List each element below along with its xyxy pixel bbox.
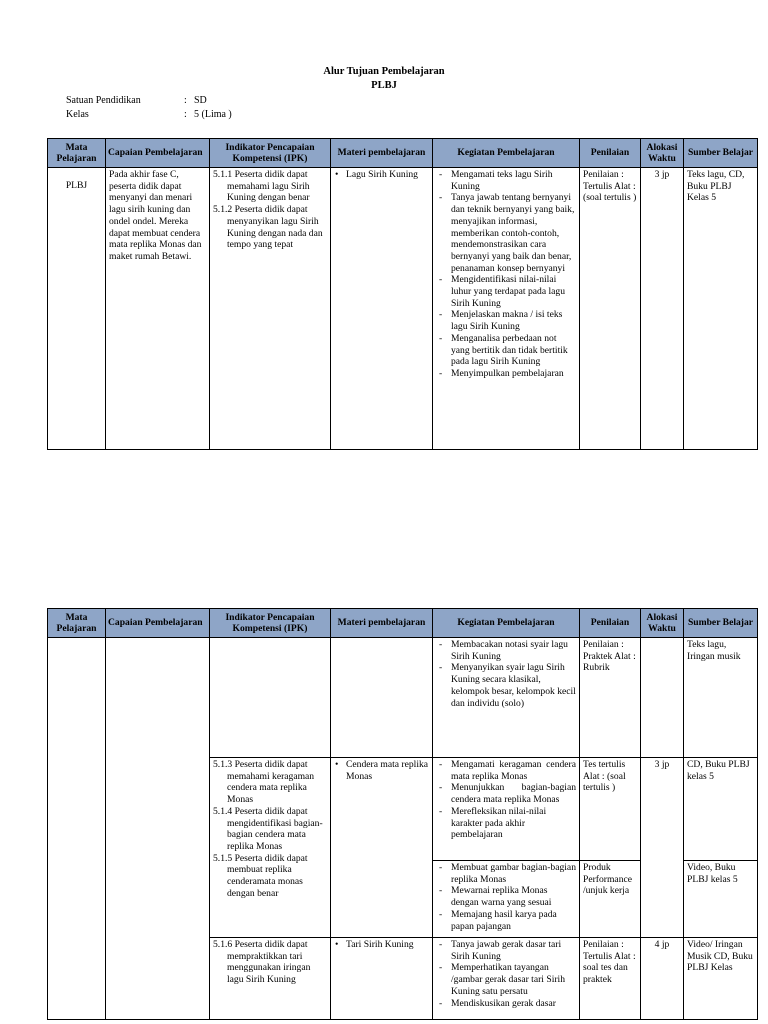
header-sumber: Sumber Belajar (684, 609, 758, 638)
cell-materi (331, 638, 433, 758)
meta-label: Satuan Pendidikan (66, 95, 141, 106)
cell-sumber: Teks lagu, CD, Buku PLBJ Kelas 5 (684, 168, 758, 450)
cell-kegiatan (433, 861, 580, 938)
table-row (48, 168, 758, 450)
learning-flow-table-1 (47, 138, 758, 450)
header-penilaian: Penilaian (580, 139, 641, 168)
header-capaian: Capaian Pembelajaran (106, 139, 210, 168)
document-subtitle: PLBJ (371, 80, 397, 91)
table-header-row (48, 139, 758, 168)
cell-ipk (210, 168, 331, 450)
table-row (48, 638, 758, 758)
cell-mata-pelajaran: PLBJ (48, 168, 106, 450)
kegiatan-item: - Menyanyikan syair lagu Sirih Kuning secara klasikal, kelompok besar, kelompok kecil dan individu (solo) (436, 662, 576, 709)
kegiatan-item: - Memajang hasil karya pada papan pajangan (436, 909, 576, 932)
cell-ipk (210, 938, 331, 1020)
header-kegiatan: Kegiatan Pembelajaran (433, 139, 580, 168)
cell-kegiatan (433, 638, 580, 758)
header-ipk: Indikator Pencapaian Kompetensi (IPK) (210, 609, 331, 638)
ipk-item: 5.1.5 Peserta didik dapat membuat replika cenderamata monas dengan benar (213, 852, 308, 899)
meta-row-satuan (66, 95, 207, 107)
kegiatan-item: - Tanya jawab gerak dasar tari Sirih Kuning (436, 939, 576, 962)
header-sumber: Sumber Belajar (684, 139, 758, 168)
cell-materi (331, 758, 433, 938)
kegiatan-item: - Membacakan notasi syair lagu Sirih Kuning (436, 639, 576, 662)
cell-capaian (106, 638, 210, 1020)
cell-ipk (210, 758, 331, 938)
cell-alokasi: 3 jp (641, 758, 684, 938)
cell-alokasi: 4 jp (641, 938, 684, 1020)
cell-materi (331, 168, 433, 450)
table-header-row (48, 609, 758, 638)
kegiatan-item: - Menyimpulkan pembelajaran (436, 368, 576, 380)
kegiatan-item: - Merefleksikan nilai-nilai karakter pada akhir pembelajaran (436, 806, 576, 841)
kegiatan-item: - Menjelaskan makna / isi teks lagu Sirih Kuning (436, 309, 576, 332)
meta-colon: : (184, 109, 187, 120)
materi-item: • Cendera mata replika Monas (334, 759, 429, 782)
meta-colon: : (184, 95, 187, 106)
ipk-item: 5.1.4 Peserta didik dapat mengidentifikasi bagian-bagian cendera mata replika Monas (213, 805, 323, 852)
meta-value: SD (194, 95, 207, 106)
materi-item: • Lagu Sirih Kuning (334, 169, 429, 181)
learning-flow-table-2 (47, 608, 758, 1020)
ipk-item: 5.1.1 Peserta didik dapat memahami lagu Sirih Kuning dengan benar (213, 169, 310, 204)
kegiatan-item: - Menunjukkan bagian-bagian cendera mata replika Monas (436, 782, 576, 805)
cell-alokasi (641, 638, 684, 758)
cell-kegiatan (433, 168, 580, 450)
kegiatan-item: - Mengamati teks lagu Sirih Kuning (436, 169, 576, 192)
kegiatan-item: - Mengidentifikasi nilai-nilai luhur yang terdapat pada lagu Sirih Kuning (436, 274, 576, 309)
cell-kegiatan (433, 938, 580, 1020)
cell-penilaian: Penilaian : Tertulis Alat : soal tes dan praktek (580, 938, 641, 1020)
document-title: Alur Tujuan Pembelajaran (323, 66, 445, 77)
cell-alokasi: 3 jp (641, 168, 684, 450)
cell-penilaian: Tes tertulis Alat : (soal tertulis ) (580, 758, 641, 861)
ipk-item: 5.1.2 Peserta didik dapat menyanyikan lagu Sirih Kuning dengan nada dan tempo yang tepat (213, 204, 323, 251)
cell-sumber: CD, Buku PLBJ kelas 5 (684, 758, 758, 861)
cell-penilaian: Penilaian : Praktek Alat : Rubrik (580, 638, 641, 758)
cell-capaian: Pada akhir fase C, peserta didik dapat menyanyi dan menari lagu sirih kuning dan ondel ondel. Mereka dapat membuat cendera mata replika Monas dan maket rumah Betawi. (106, 168, 210, 450)
kegiatan-item: - Mendiskusikan gerak dasar (436, 998, 576, 1010)
cell-penilaian: Produk Performance /unjuk kerja (580, 861, 641, 938)
meta-row-kelas (66, 109, 232, 121)
meta-value: 5 (Lima ) (194, 109, 232, 120)
header-materi: Materi pembelajaran (331, 609, 433, 638)
materi-item: • Tari Sirih Kuning (334, 939, 429, 951)
ipk-item: 5.1.6 Peserta didik dapat mempraktikkan tari menggunakan iringan lagu Sirih Kuning (213, 939, 311, 986)
cell-kegiatan (433, 758, 580, 861)
ipk-item: 5.1.3 Peserta didik dapat memahami keragaman cendera mata replika Monas (213, 759, 315, 806)
cell-sumber: Video/ Iringan Musik CD, Buku PLBJ Kelas (684, 938, 758, 1020)
header-materi: Materi pembelajaran (331, 139, 433, 168)
cell-ipk (210, 638, 331, 758)
header-alokasi: Alokasi Waktu (641, 139, 684, 168)
header-kegiatan: Kegiatan Pembelajaran (433, 609, 580, 638)
cell-materi (331, 938, 433, 1020)
kegiatan-item: - Membuat gambar bagian-bagian replika Monas (436, 862, 576, 885)
kegiatan-item: - Menganalisa perbedaan not yang bertitik dan tidak bertitik pada lagu Sirih Kuning (436, 333, 576, 368)
cell-mata-pelajaran (48, 638, 106, 1020)
cell-sumber: Video, Buku PLBJ kelas 5 (684, 861, 758, 938)
meta-label: Kelas (66, 109, 89, 120)
header-alokasi: Alokasi Waktu (641, 609, 684, 638)
header-mata-pelajaran: Mata Pelajaran (48, 609, 106, 638)
kegiatan-item: - Mewarnai replika Monas dengan warna yang sesuai (436, 885, 576, 908)
header-ipk: Indikator Pencapaian Kompetensi (IPK) (210, 139, 331, 168)
header-mata-pelajaran: Mata Pelajaran (48, 139, 106, 168)
cell-penilaian: Penilaian : Tertulis Alat : (soal tertulis ) (580, 168, 641, 450)
kegiatan-item: - Tanya jawab tentang bernyanyi dan teknik bernyanyi yang baik, menyajikan informasi, memberikan contoh-contoh, mendemonstrasikan cara bernyanyi yang baik dan benar, penanaman konsep bernyanyi (436, 192, 576, 274)
header-penilaian: Penilaian (580, 609, 641, 638)
kegiatan-item: - Mengamati keragaman cendera mata replika Monas (436, 759, 576, 782)
header-capaian: Capaian Pembelajaran (106, 609, 210, 638)
kegiatan-item: - Memperhatikan tayangan /gambar gerak dasar tari Sirih Kuning satu persatu (436, 962, 576, 997)
cell-sumber: Teks lagu, Iringan musik (684, 638, 758, 758)
